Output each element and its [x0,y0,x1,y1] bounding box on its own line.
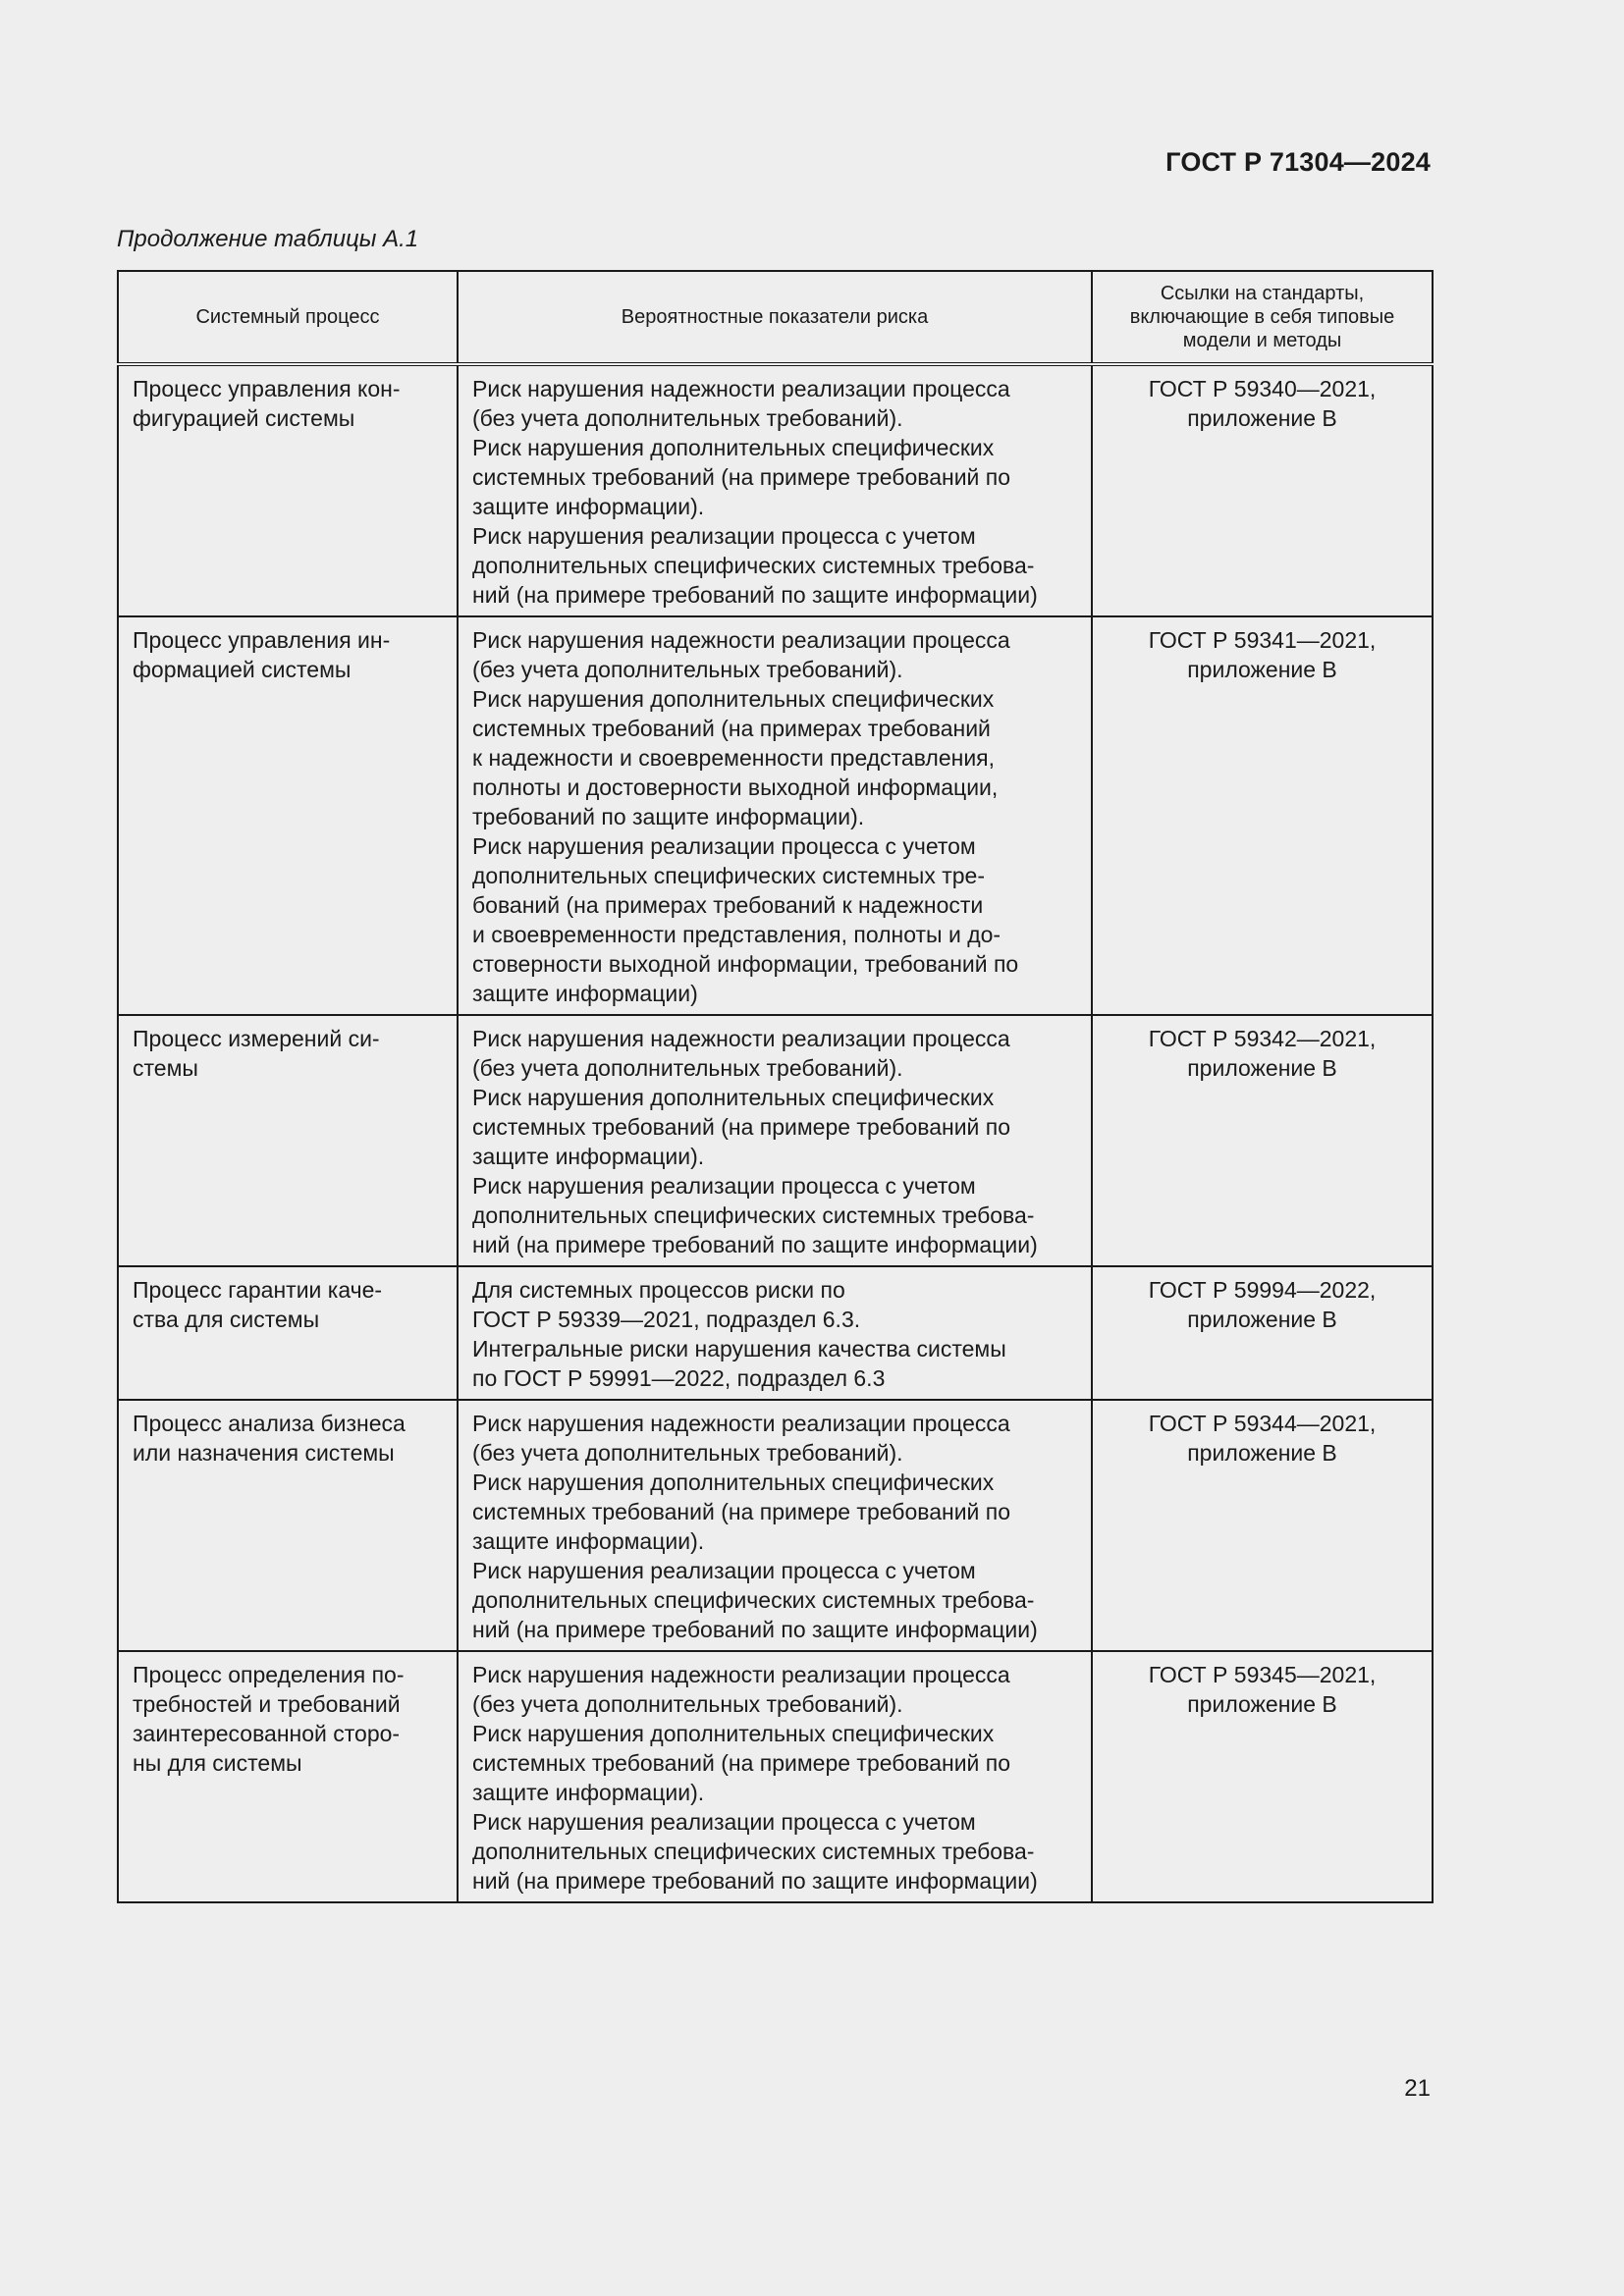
table-row [118,1266,1433,1400]
document-id: ГОСТ Р 71304—2024 [1165,147,1431,177]
risk-table [117,270,1434,1903]
risk-cell: Риск нарушения надежности реализации процесса (без учета дополнительных требований). Риск нарушения дополнительных специфических системных требований (на примерах требований к надежности и своевременности представления, полноты и достоверности выходной информации, требований по защите информации). Риск нарушения реализации процесса с учетом дополнительных специфических системных тре- бований (на примерах требований к надежности и своевременности представления, полноты и до- стоверности выходной информации, требований по защите информации) [458,616,1092,1015]
process-cell: Процесс анализа бизнеса или назначения системы [118,1400,458,1651]
reference-cell: ГОСТ Р 59342—2021, приложение В [1092,1015,1433,1266]
reference-cell: ГОСТ Р 59341—2021, приложение В [1092,616,1433,1015]
process-cell: Процесс определения по- требностей и требований заинтересованной сторо- ны для системы [118,1651,458,1902]
risk-cell: Для системных процессов риски по ГОСТ Р 59339—2021, подраздел 6.3. Интегральные риски нарушения качества системы по ГОСТ Р 59991—2022, подраздел 6.3 [458,1266,1092,1400]
table-row [118,1651,1433,1902]
risk-cell: Риск нарушения надежности реализации процесса (без учета дополнительных требований). Риск нарушения дополнительных специфических системных требований (на примере требований по защите информации). Риск нарушения реализации процесса с учетом дополнительных специфических системных требова- ний (на примере требований по защите информации) [458,1651,1092,1902]
reference-cell: ГОСТ Р 59340—2021, приложение В [1092,364,1433,616]
reference-cell: ГОСТ Р 59994—2022, приложение В [1092,1266,1433,1400]
process-cell: Процесс управления кон- фигурацией системы [118,364,458,616]
reference-cell: ГОСТ Р 59344—2021, приложение В [1092,1400,1433,1651]
reference-cell: ГОСТ Р 59345—2021, приложение В [1092,1651,1433,1902]
page-number: 21 [1404,2075,1431,2102]
table-row [118,616,1433,1015]
risk-cell: Риск нарушения надежности реализации процесса (без учета дополнительных требований). Риск нарушения дополнительных специфических системных требований (на примере требований по защите информации). Риск нарушения реализации процесса с учетом дополнительных специфических системных требова- ний (на примере требований по защите информации) [458,1400,1092,1651]
process-cell: Процесс измерений си- стемы [118,1015,458,1266]
column-header-risk: Вероятностные показатели риска [458,271,1092,364]
column-header-reference: Ссылки на стандарты, включающие в себя типовые модели и методы [1092,271,1433,364]
risk-cell: Риск нарушения надежности реализации процесса (без учета дополнительных требований). Риск нарушения дополнительных специфических системных требований (на примере требований по защите информации). Риск нарушения реализации процесса с учетом дополнительных специфических системных требова- ний (на примере требований по защите информации) [458,364,1092,616]
column-header-process: Системный процесс [118,271,458,364]
table-row [118,364,1433,616]
table-row [118,1400,1433,1651]
table-row [118,1015,1433,1266]
process-cell: Процесс управления ин- формацией системы [118,616,458,1015]
process-cell: Процесс гарантии каче- ства для системы [118,1266,458,1400]
table-caption: Продолжение таблицы А.1 [117,226,419,252]
risk-table-container [117,270,1432,1903]
table-header-row [118,271,1433,364]
risk-cell: Риск нарушения надежности реализации процесса (без учета дополнительных требований). Риск нарушения дополнительных специфических системных требований (на примере требований по защите информации). Риск нарушения реализации процесса с учетом дополнительных специфических системных требова- ний (на примере требований по защите информации) [458,1015,1092,1266]
